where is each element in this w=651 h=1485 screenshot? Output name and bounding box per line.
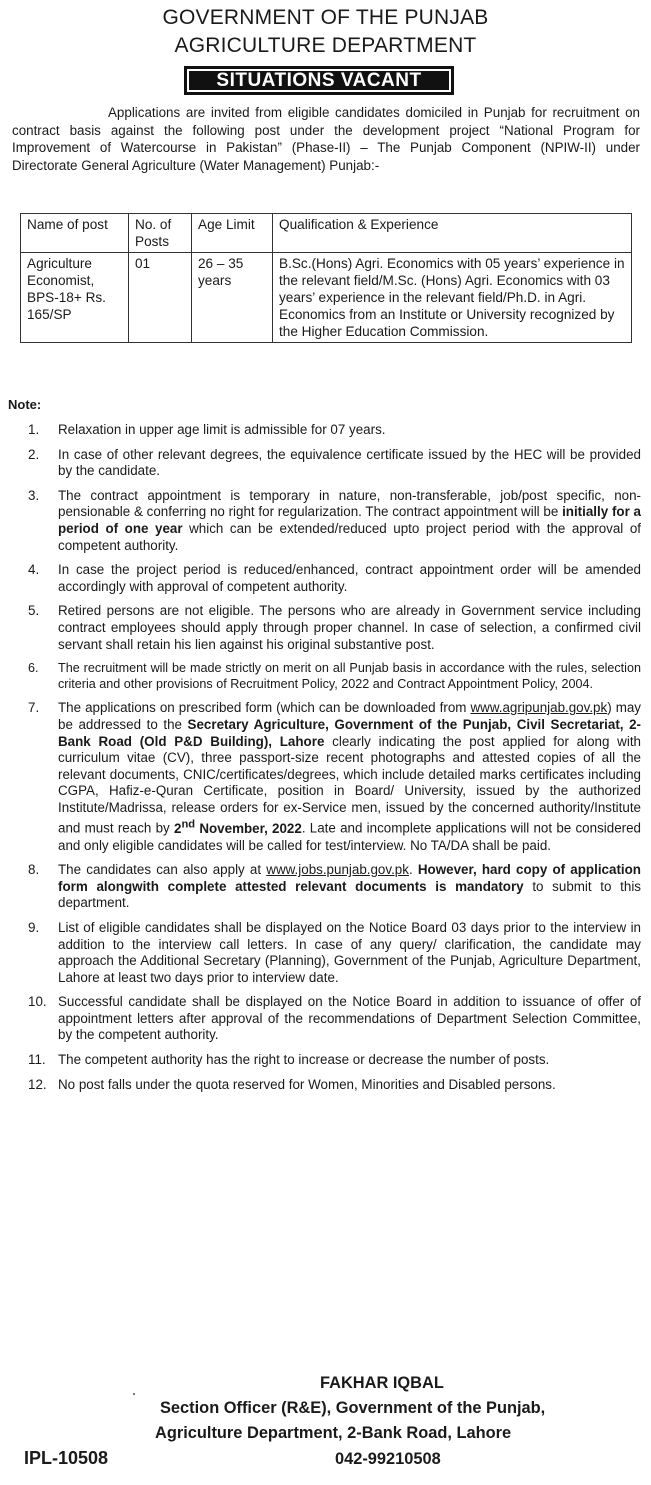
note-9 — [28, 920, 641, 986]
cell-age: 26 – 35 years — [192, 253, 273, 343]
govt-heading: GOVERNMENT OF THE PUNJAB — [162, 6, 489, 29]
intro-paragraph: Applications are invited from eligible candidates domiciled in Punjab for recruitment on contract basis against the following post under the development project “National Program for Improvement of Watercourse in Pakistan” (Phase-II) – The Punjab Component (NPIW-II) under Directorate General Agriculture (Water Management) Punjab:- — [12, 105, 640, 173]
note-text: Successful candidate shall be displayed on the Notice Board in addition to issuance of offer of appointment letters after approval of the recommendations of Department Selection Committee, by the competent authority. — [58, 994, 641, 1043]
note-number: 8. — [28, 862, 40, 878]
note-text — [58, 488, 641, 554]
note-number: 6. — [28, 661, 39, 676]
deadline-date — [173, 818, 302, 836]
note-number: 9. — [28, 919, 40, 935]
post-table — [20, 213, 632, 343]
note-text-part: . — [408, 862, 418, 878]
note-label: Note: — [8, 397, 42, 412]
note-text: No post falls under the quota reserved for Women, Minorities and Disabled persons. — [58, 1076, 556, 1092]
banner-border — [187, 69, 451, 92]
signatory-title: Section Officer (R&E), Government of the Punjab, — [160, 1399, 546, 1417]
note-text-part: . Late and incomplete applications will not be considered and only eligible candidates will be called for test/interview. No TA/DA shall be paid. — [58, 820, 641, 853]
speck-mark — [133, 1393, 135, 1395]
contact-phone: 042-99210508 — [335, 1450, 441, 1468]
jobs-punjab-link[interactable]: www.jobs.punjab.gov.pk — [266, 862, 409, 878]
hard-copy-mandatory: However, hard copy of application form alongwith complete attested relevant documents is mandatory — [58, 862, 641, 894]
note-text-part: The candidates can also apply at — [58, 862, 267, 878]
note-number: 1. — [28, 422, 40, 437]
note-12 — [28, 1077, 641, 1094]
cell-qualification: B.Sc.(Hons) Agri. Economics with 05 years’ experience in the relevant field/M.Sc. (Hons) Agri. Economics with 03 years’ experience in the relevant field/Ph.D. in Agri. Economics from an Institute or University recognized by the Higher Education Commission. — [273, 253, 632, 343]
agripunjab-link[interactable]: www.agripunjab.gov.pk — [470, 700, 608, 716]
note-7 — [28, 700, 641, 854]
note-number: 11. — [28, 1052, 46, 1068]
banner-text: SITUATIONS VACANT — [216, 70, 422, 91]
department-heading: AGRICULTURE DEPARTMENT — [174, 34, 477, 57]
note-text-part: clearly indicating the post applied for along with curriculum vitae (CV), three passport-size recent photographs and attested copies of all the relevant documents, CNIC/certificates/degrees, which include detailed marks certificates including CGPA, Hafiz-e-Quran Certificate, position in Board/ University, issued by the authorized Institute/Madrissa, release orders for ex-Service men, issued by the concerned authority/Institute and must reach by — [58, 733, 641, 836]
note-text: The competent authority has the right to increase or decrease the number of posts. — [58, 1052, 550, 1068]
note-text: Retired persons are not eligible. The persons who are already in Government service including contract employees should apply through proper channel. In case of selection, a confirmed civil servant shall retain his lien against his original substantive post. — [58, 603, 641, 652]
note-text-part: ) may be addressed to the — [58, 700, 641, 732]
note-number: 3. — [28, 487, 40, 503]
note-4 — [28, 562, 641, 595]
note-3 — [28, 488, 641, 554]
note-1 — [28, 422, 641, 439]
note-text: In case of other relevant degrees, the equivalence certificate issued by the HEC will be provided by the candidate. — [58, 446, 641, 479]
signatory-address: Agriculture Department, 2-Bank Road, Lahore — [155, 1424, 512, 1442]
note-text-part: to submit to this department. — [58, 878, 641, 911]
note-number: 7. — [28, 700, 40, 716]
signatory-name: FAKHAR IQBAL — [320, 1374, 444, 1392]
note-bold-period: initially for a period of one year — [58, 504, 641, 536]
situations-vacant-banner — [184, 66, 454, 95]
note-text: In case the project period is reduced/enhanced, contract appointment order will be amended accordingly with approval of competent authority. — [58, 562, 641, 594]
note-number: 5. — [28, 603, 40, 619]
note-6 — [28, 661, 641, 692]
note-text-part: which can be extended/reduced upto project period with the approval of competent authority. — [58, 520, 642, 553]
note-number: 4. — [28, 562, 40, 578]
notes-list — [28, 422, 641, 1101]
note-text-part: The applications on prescribed form (which can be downloaded from — [58, 700, 471, 716]
note-5 — [28, 603, 641, 653]
note-text: Relaxation in upper age limit is admissible for 07 years. — [58, 422, 386, 437]
deadline-suffix: nd — [181, 818, 196, 831]
note-text-part: The contract appointment is temporary in nature, non-transferable, job/post specific, non-pensionable & conferring no right for regularization. The contract appointment will be — [58, 487, 641, 520]
note-number: 12. — [28, 1076, 47, 1092]
note-2 — [28, 447, 641, 480]
deadline-day: 2 — [173, 820, 182, 836]
note-number: 10. — [28, 994, 47, 1010]
cell-post-name: Agriculture Economist, BPS-18+ Rs. 165/SP — [21, 253, 129, 343]
note-number: 2. — [28, 446, 40, 462]
col-header-name: Name of post — [21, 214, 129, 253]
note-text — [58, 862, 641, 912]
note-11 — [28, 1052, 641, 1069]
table-row — [21, 253, 632, 343]
note-text: List of eligible candidates shall be displayed on the Notice Board 03 days prior to the interview in addition to the interview call letters. In case of any query/ clarification, the candidate may approach the Additional Secretary (Planning), Government of the Punjab, Agriculture Department, Lahore at least two days prior to interview date. — [58, 919, 641, 985]
ipl-number: IPL-10508 — [24, 1448, 109, 1468]
note-text — [58, 700, 641, 854]
secretary-address: Secretary Agriculture, Government of the Punjab, Civil Secretariat, 2-Bank Road (Old P&D Building), Lahore — [58, 716, 641, 749]
col-header-posts: No. of Posts — [129, 214, 192, 253]
cell-posts: 01 — [129, 253, 192, 343]
table-header-row — [21, 214, 632, 253]
col-header-age: Age Limit — [192, 214, 273, 253]
note-8 — [28, 862, 641, 912]
col-header-qualification: Qualification & Experience — [273, 214, 632, 253]
note-text: The recruitment will be made strictly on merit on all Punjab basis in accordance with the rules, selection criteria and other provisions of Recruitment Policy, 2022 and Contract Appointment Policy, 2004. — [58, 661, 641, 691]
note-10 — [28, 994, 641, 1044]
deadline-month-year: November, 2022 — [195, 820, 302, 836]
